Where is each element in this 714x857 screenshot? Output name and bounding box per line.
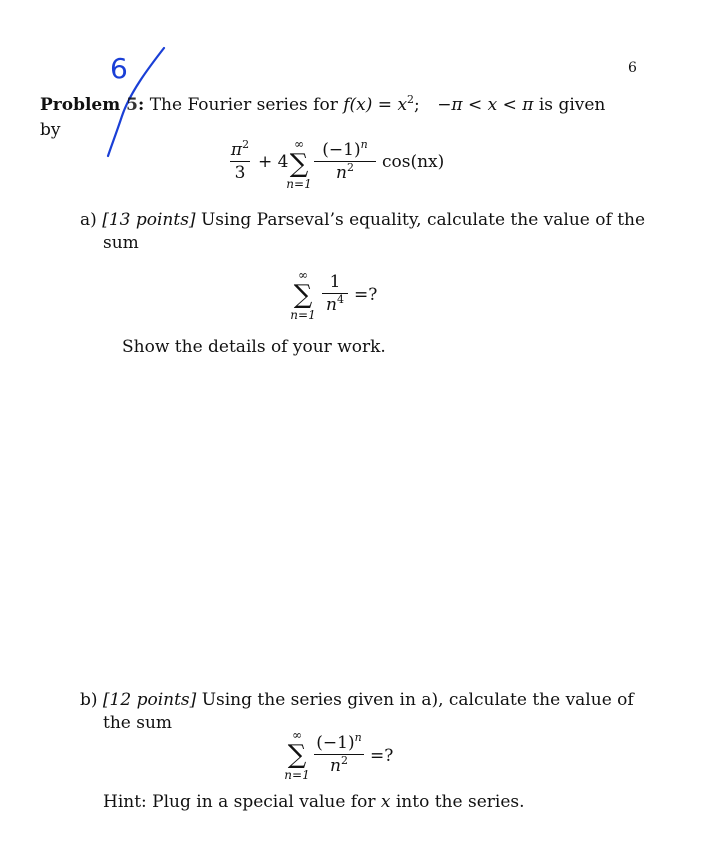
part-a-sum: ∞ ∑ n=1 (290, 268, 316, 322)
part-a-show-work: Show the details of your work. (122, 337, 386, 357)
pi-squared-over-3: $\pi^2$ 3 (230, 138, 250, 183)
cos-term: cos(nx) (382, 152, 445, 172)
part-a-equals: =? (354, 285, 378, 305)
part-b-text: Using the series given in a), calculate the value of (201, 690, 634, 710)
grade-mark-number: 6 (110, 52, 128, 85)
part-b-line1 (80, 690, 634, 710)
part-b-hint: Hint: Plug in a special value for x into the series. (103, 792, 525, 812)
problem-tail: is given (538, 95, 606, 115)
part-b-points: [12 points] (102, 690, 197, 710)
function-def: f(x) = x (343, 95, 408, 115)
problem-statement (40, 95, 605, 115)
part-a-label: a) (80, 210, 97, 230)
semicolon: ; (414, 95, 420, 115)
domain: −π < x < π (437, 95, 534, 115)
part-b-label: b) (80, 690, 98, 710)
part-a-line1 (80, 210, 645, 230)
problem-by: by (40, 120, 61, 140)
page-number: 6 (628, 60, 637, 76)
part-b-sum: ∞ ∑ n=1 (284, 728, 310, 782)
part-a-points: [13 points] (102, 210, 196, 230)
problem-colon: : (138, 95, 145, 115)
plus-four: + 4 (258, 152, 289, 172)
part-b-equals: =? (370, 746, 394, 766)
problem-label: Problem (40, 95, 127, 115)
series-term-fraction: $(-1)^n$ $n^2$ (314, 140, 376, 183)
problem-number: 5 (126, 95, 138, 115)
part-b-line2: the sum (103, 713, 173, 733)
part-a-text: Using Parseval’s equality, calculate the value of the (200, 210, 646, 230)
part-a-fraction: 1 $n^4$ (322, 272, 348, 315)
problem-intro: The Fourier series for (149, 95, 344, 115)
part-b-fraction: $(-1)^n$ $n^2$ (314, 733, 364, 776)
part-a-line2: sum (103, 233, 139, 253)
series-sum: ∞ ∑ n=1 (286, 137, 312, 191)
function-exp: 2 (407, 93, 415, 106)
